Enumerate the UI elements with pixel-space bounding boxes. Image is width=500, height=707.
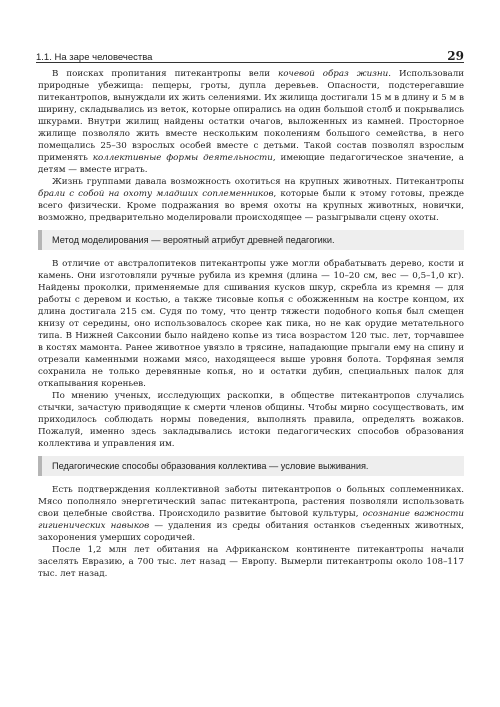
page-number: 29 bbox=[447, 49, 464, 63]
section-title: 1.1. На заре человечества bbox=[36, 52, 153, 63]
paragraph-group bbox=[38, 484, 464, 580]
text-run: В поисках пропитания питекантропы вели bbox=[52, 69, 278, 79]
body-text bbox=[38, 68, 464, 580]
emphasis: коллективные формы деятельности bbox=[92, 153, 273, 163]
paragraph-group bbox=[38, 68, 464, 224]
emphasis: брали с собой на охоту младших соплеменников bbox=[38, 189, 274, 199]
paragraph bbox=[38, 68, 464, 176]
text-run: В отличие от австралопитеков питекантропы уже могли обрабатывать дерево, кости и камень. Они изготовляли ручные рубила из кремня (длина — 10–20 см, вес — 0,5–1,0 кг). Найдены проколки, применяемые для сшивания кусков шкур, скребла из кремня — для работы с деревом и костью, а также тисовые копья с обожженным на костре концом, их длина достигала 215 см. Судя по тому, что центр тяжести подобного копья был смещен книзу от середины, оно использовалось скорее как пика, но не как орудие метательного типа. В Нижней Саксонии было найдено копье из тиса возрастом 120 тыс. лет, торчавшее в костях мамонта. Ранее животное увязло в трясине, нападающие прыгали ему на спину и отрезали каменными ножами мясо, находящееся выше уровня болота. Торфяная земля сохранила не только деревянные копья, но и остатки дубин, специальных палок для откапывания кореньев. bbox=[38, 259, 464, 389]
paragraph bbox=[38, 258, 464, 390]
running-head bbox=[36, 49, 464, 63]
text-run: — удаления из среды обитания останков съеденных животных, захоронения умерших сородичей. bbox=[38, 521, 464, 543]
paragraph bbox=[38, 544, 464, 580]
text-run: По мнению ученых, исследующих раскопки, в обществе питекантропов случались стычки, зачастую приводящие к смерти членов общины. Чтобы мирно сосуществовать, им приходилось соблюдать нормы поведения, выполнять правила, определять вожаков. Пожалуй, именно здесь закладывались истоки педагогических способов образования коллектива и управления им. bbox=[38, 391, 464, 449]
paragraph bbox=[38, 390, 464, 450]
text-run: Есть подтверждения коллективной заботы питекантропов о больных соплеменниках. Мясо пополняло энергетический запас питекантропа, растения позволяли использовать свои целебные свойства. Происходило развитие бытовой культуры, bbox=[38, 485, 464, 519]
emphasis: кочевой образ жизни bbox=[278, 69, 389, 79]
text-run: После 1,2 млн лет обитания на Африканском континенте питекантропы начали заселять Евразию, а 700 тыс. лет назад — Европу. Вымерли питекантропы около 108–117 тыс. лет назад. bbox=[38, 545, 464, 579]
callout-collective: Педагогические способы образования коллектива — условие выживания. bbox=[38, 456, 464, 476]
emphasis: осознание важности гигиенических навыков bbox=[38, 509, 464, 531]
callout-modeling: Метод моделирования — вероятный атрибут древней педагогики. bbox=[38, 230, 464, 250]
text-run: , которые были к этому готовы, прежде всего физически. Кроме подражания во время охоты на крупных животных, новички, возможно, предварительно моделировали происходящее — разыгрывали сцену охоты. bbox=[38, 189, 464, 223]
header-rule bbox=[36, 62, 464, 63]
paragraph bbox=[38, 176, 464, 224]
text-run: Жизнь группами давала возможность охотиться на крупных животных. Питекантропы bbox=[52, 177, 464, 187]
text-run: . Использовали природные убежища: пещеры, гроты, дупла деревьев. Опасности, подстерегавшие питекантропов, вынуждали их жить селениями. Их жилища достигали 15 м в длину и 5 м в ширину, складывались из веток, которые опирались на один большой столб и покрывались шкурами. Внутри жилищ найдены остатки очагов, выложенных из камней. Просторное жилище позволяло жить вместе нескольким поколениям большого семейства, в него помещались 25–30 взрослых особей вместе с детьми. Такой состав позволял взрослым применять bbox=[38, 69, 464, 163]
text-run: , имеющие педагогическое значение, а детям — вместе играть. bbox=[38, 153, 464, 175]
paragraph bbox=[38, 484, 464, 544]
paragraph-group bbox=[38, 258, 464, 450]
